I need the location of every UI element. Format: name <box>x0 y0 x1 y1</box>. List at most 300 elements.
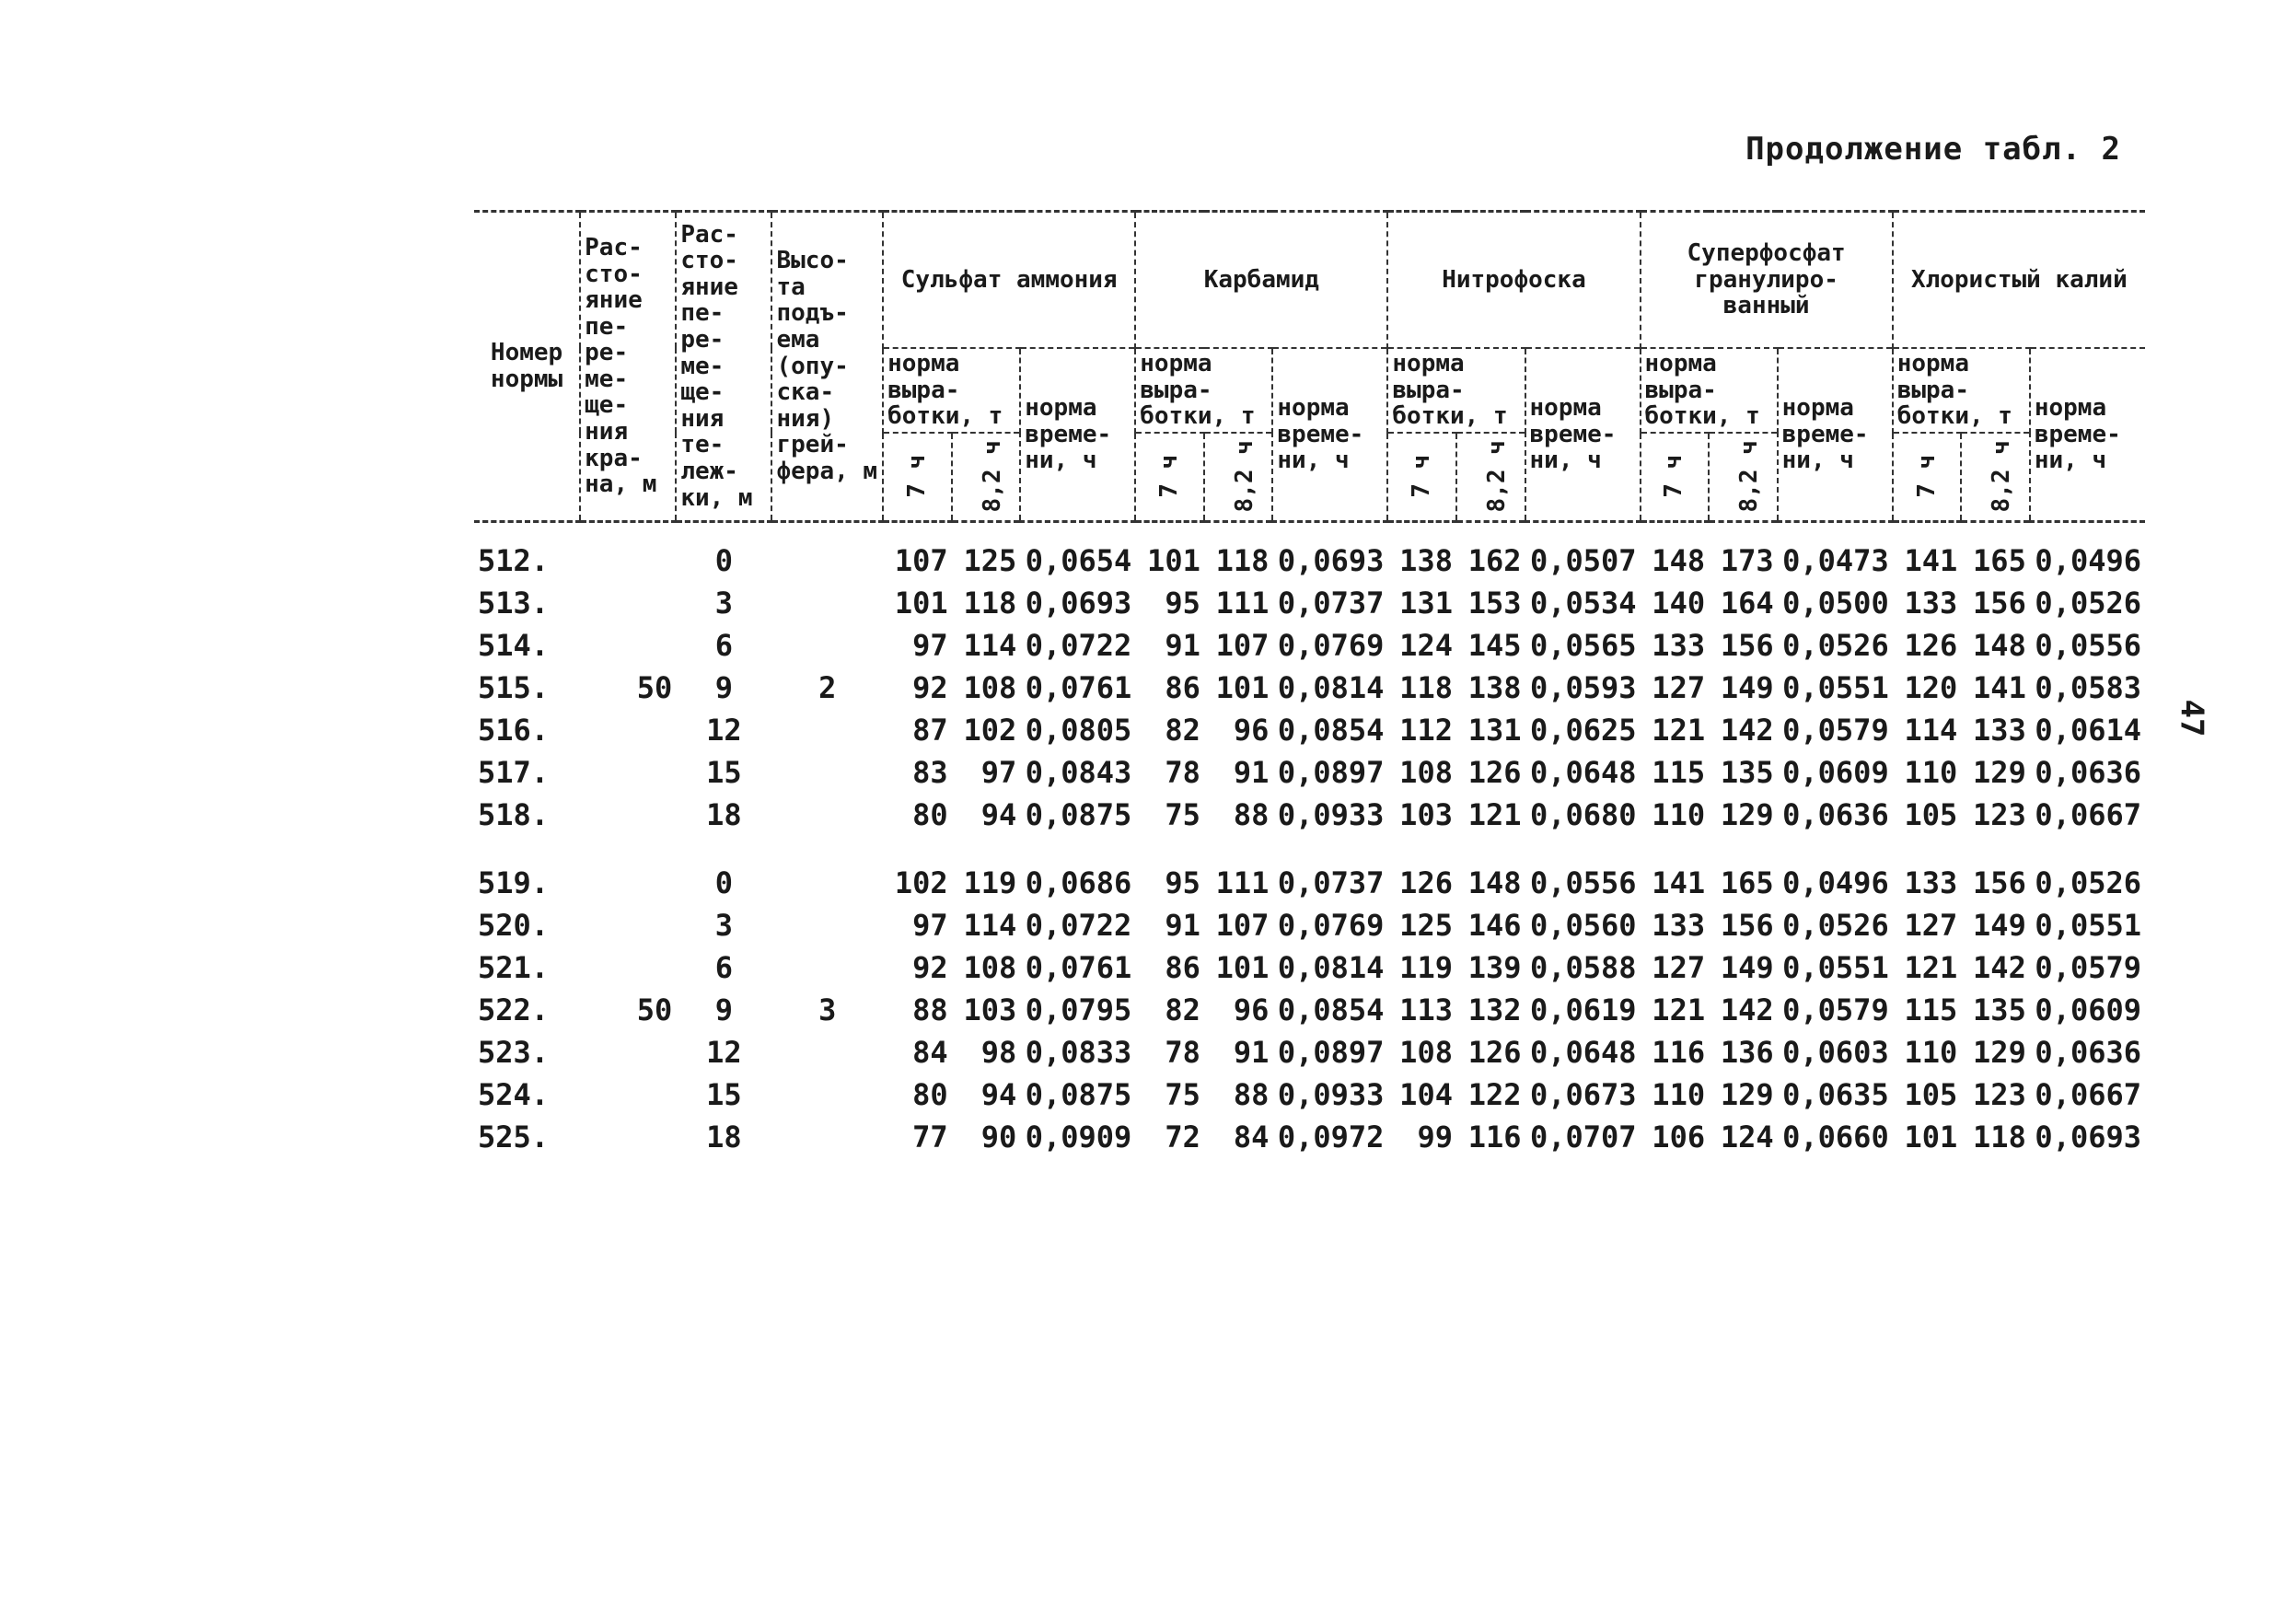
header-sub-82h: 8,2 ч <box>1456 433 1525 522</box>
lift-height-cell <box>771 904 883 946</box>
crane-distance-cell <box>580 794 676 836</box>
lift-height-cell <box>771 836 883 904</box>
time-norm-cell: 0,0526 <box>1782 627 1889 663</box>
header-norm-number: Номер нормы <box>474 212 580 522</box>
cart-distance-cell: 3 <box>714 907 734 943</box>
table-row <box>474 751 2145 794</box>
time-norm-cell: 0,0933 <box>1277 796 1385 832</box>
time-norm-cell: 0,0625 <box>1529 712 1637 748</box>
lift-height-cell <box>771 709 883 751</box>
table-row <box>474 904 2145 946</box>
output-norm-cell: 148 <box>1973 627 2026 663</box>
time-norm-cell: 0,0933 <box>1277 1076 1385 1112</box>
output-norm-cell: 141 <box>1904 542 1958 578</box>
output-norm-cell: 107 <box>1215 907 1270 943</box>
time-norm-cell: 0,0579 <box>1782 992 1889 1027</box>
output-norm-cell: 165 <box>1720 865 1774 900</box>
output-norm-cell: 123 <box>1973 796 2026 832</box>
time-norm-cell: 0,0805 <box>1025 712 1132 748</box>
crane-distance-cell <box>580 946 676 989</box>
output-norm-cell: 97 <box>912 627 948 663</box>
output-norm-cell: 140 <box>1652 585 1706 621</box>
header-height-lift: Высо- та подъ- ема (опу- ска- ния) грей- фера, м <box>771 212 883 522</box>
header-sub-82h: 8,2 ч <box>1204 433 1273 522</box>
time-norm-cell: 0,0660 <box>1782 1119 1889 1155</box>
table-row <box>474 946 2145 989</box>
lift-height-cell <box>771 1073 883 1116</box>
table-row <box>474 667 2145 709</box>
output-norm-cell: 91 <box>1233 1034 1270 1070</box>
output-norm-cell: 139 <box>1467 949 1522 985</box>
cart-distance-cell: 6 <box>714 627 734 663</box>
output-norm-cell: 91 <box>1233 754 1270 790</box>
time-norm-cell: 0,0693 <box>1025 585 1132 621</box>
time-norm-cell: 0,0500 <box>1782 585 1889 621</box>
output-norm-cell: 131 <box>1399 585 1453 621</box>
output-norm-cell: 127 <box>1652 669 1706 705</box>
output-norm-cell: 98 <box>980 1034 1017 1070</box>
output-norm-cell: 131 <box>1467 712 1522 748</box>
output-norm-cell: 72 <box>1165 1119 1200 1155</box>
output-norm-cell: 92 <box>912 949 948 985</box>
output-norm-cell: 119 <box>963 865 1017 900</box>
output-norm-cell: 133 <box>1652 627 1706 663</box>
output-norm-cell: 133 <box>1904 585 1958 621</box>
output-norm-cell: 141 <box>1973 669 2026 705</box>
output-norm-cell: 127 <box>1904 907 1958 943</box>
output-norm-cell: 138 <box>1399 542 1453 578</box>
header-sub-7h: 7 ч <box>883 433 952 522</box>
header-sub-82h: 8,2 ч <box>952 433 1021 522</box>
output-norm-cell: 122 <box>1467 1076 1522 1112</box>
output-norm-cell: 148 <box>1652 542 1706 578</box>
output-norm-cell: 88 <box>1233 796 1270 832</box>
output-norm-cell: 112 <box>1399 712 1453 748</box>
crane-distance-cell <box>580 904 676 946</box>
output-norm-cell: 86 <box>1165 949 1200 985</box>
time-norm-cell: 0,0693 <box>1277 542 1385 578</box>
cart-distance-cell: 9 <box>714 992 734 1027</box>
header-time-norm: норма време- ни, ч <box>1778 348 1893 521</box>
header-sub-82h: 8,2 ч <box>1961 433 2030 522</box>
output-norm-cell: 115 <box>1904 992 1958 1027</box>
output-norm-cell: 75 <box>1165 796 1200 832</box>
output-norm-cell: 149 <box>1720 949 1774 985</box>
time-norm-cell: 0,0609 <box>1782 754 1889 790</box>
output-norm-cell: 84 <box>1233 1119 1270 1155</box>
time-norm-cell: 0,0473 <box>1782 542 1889 578</box>
table-row <box>474 624 2145 667</box>
time-norm-cell: 0,0588 <box>1529 949 1637 985</box>
output-norm-cell: 127 <box>1652 949 1706 985</box>
output-norm-cell: 105 <box>1904 1076 1958 1112</box>
output-norm-cell: 129 <box>1973 754 2026 790</box>
time-norm-cell: 0,0654 <box>1025 542 1132 578</box>
time-norm-cell: 0,0769 <box>1277 627 1385 663</box>
lift-height-cell <box>771 582 883 624</box>
output-norm-cell: 101 <box>1215 949 1270 985</box>
lift-height-cell <box>771 751 883 794</box>
norm-number-cell: 518. <box>478 796 550 832</box>
output-norm-cell: 138 <box>1467 669 1522 705</box>
header-dist-crane: Рас- сто- яние пе- ре- ме- ще- ния кра- на, м <box>580 212 676 522</box>
norm-number-cell: 514. <box>478 627 550 663</box>
output-norm-cell: 173 <box>1720 542 1774 578</box>
output-norm-cell: 108 <box>963 949 1017 985</box>
time-norm-cell: 0,0565 <box>1529 627 1637 663</box>
output-norm-cell: 75 <box>1165 1076 1200 1112</box>
output-norm-cell: 149 <box>1720 669 1774 705</box>
cart-distance-cell: 15 <box>706 754 742 790</box>
output-norm-cell: 120 <box>1904 669 1958 705</box>
header-time-norm: норма време- ни, ч <box>1020 348 1135 521</box>
output-norm-cell: 133 <box>1973 712 2026 748</box>
table-row <box>474 582 2145 624</box>
output-norm-cell: 156 <box>1720 907 1774 943</box>
norm-number-cell: 517. <box>478 754 550 790</box>
lift-height-cell <box>771 1116 883 1158</box>
output-norm-cell: 101 <box>1904 1119 1958 1155</box>
table-row <box>474 989 2145 1031</box>
crane-distance-cell <box>580 1031 676 1073</box>
output-norm-cell: 110 <box>1904 1034 1958 1070</box>
output-norm-cell: 132 <box>1467 992 1522 1027</box>
output-norm-cell: 135 <box>1973 992 2026 1027</box>
output-norm-cell: 133 <box>1904 865 1958 900</box>
output-norm-cell: 148 <box>1467 865 1522 900</box>
output-norm-cell: 116 <box>1652 1034 1706 1070</box>
time-norm-cell: 0,0833 <box>1025 1034 1132 1070</box>
time-norm-cell: 0,0507 <box>1529 542 1637 578</box>
time-norm-cell: 0,0636 <box>2035 1034 2141 1070</box>
output-norm-cell: 164 <box>1720 585 1774 621</box>
lift-height-cell <box>771 521 883 582</box>
time-norm-cell: 0,0551 <box>1782 669 1889 705</box>
output-norm-cell: 142 <box>1720 712 1774 748</box>
output-norm-cell: 129 <box>1720 1076 1774 1112</box>
crane-distance-cell <box>580 521 676 582</box>
time-norm-cell: 0,0603 <box>1782 1034 1889 1070</box>
output-norm-cell: 94 <box>980 796 1017 832</box>
header-sub-7h: 7 ч <box>1135 433 1204 522</box>
time-norm-cell: 0,0496 <box>1782 865 1889 900</box>
output-norm-cell: 165 <box>1973 542 2026 578</box>
time-norm-cell: 0,0636 <box>2035 754 2141 790</box>
output-norm-cell: 87 <box>912 712 948 748</box>
time-norm-cell: 0,0722 <box>1025 907 1132 943</box>
time-norm-cell: 0,0648 <box>1529 1034 1637 1070</box>
output-norm-cell: 84 <box>912 1034 948 1070</box>
output-norm-cell: 101 <box>1147 542 1200 578</box>
time-norm-cell: 0,0614 <box>2035 712 2141 748</box>
output-norm-cell: 121 <box>1652 712 1706 748</box>
header-group: Сульфат аммония <box>883 212 1135 349</box>
cart-distance-cell: 12 <box>706 712 742 748</box>
cart-distance-cell: 0 <box>714 542 734 578</box>
output-norm-cell: 91 <box>1165 907 1200 943</box>
lift-height-cell <box>771 1031 883 1073</box>
output-norm-cell: 119 <box>1399 949 1453 985</box>
time-norm-cell: 0,0843 <box>1025 754 1132 790</box>
output-norm-cell: 126 <box>1467 1034 1522 1070</box>
time-norm-cell: 0,0648 <box>1529 754 1637 790</box>
header-time-norm: норма време- ни, ч <box>2030 348 2145 521</box>
output-norm-cell: 118 <box>963 585 1017 621</box>
time-norm-cell: 0,0854 <box>1277 712 1385 748</box>
output-norm-cell: 95 <box>1165 865 1200 900</box>
norm-number-cell: 520. <box>478 907 550 943</box>
header-sub-7h: 7 ч <box>1641 433 1710 522</box>
time-norm-cell: 0,0722 <box>1025 627 1132 663</box>
time-norm-cell: 0,0526 <box>1782 907 1889 943</box>
output-norm-cell: 82 <box>1165 712 1200 748</box>
header-dist-cart: Рас- сто- яние пе- ре- ме- ще- ния те- леж- ки, м <box>676 212 771 522</box>
output-norm-cell: 107 <box>894 542 948 578</box>
norm-number-cell: 523. <box>478 1034 550 1070</box>
output-norm-cell: 126 <box>1904 627 1958 663</box>
norms-table <box>474 210 2145 1158</box>
crane-distance-cell <box>580 582 676 624</box>
time-norm-cell: 0,0667 <box>2035 796 2141 832</box>
table-row <box>474 1116 2145 1158</box>
output-norm-cell: 106 <box>1652 1119 1706 1155</box>
header-group: Нитрофоска <box>1387 212 1640 349</box>
crane-distance-cell <box>580 751 676 794</box>
output-norm-cell: 121 <box>1904 949 1958 985</box>
header-sub-7h: 7 ч <box>1893 433 1962 522</box>
crane-distance-cell <box>580 624 676 667</box>
output-norm-cell: 110 <box>1652 796 1706 832</box>
header-output-norm: норма выра- ботки, т <box>1135 348 1272 433</box>
output-norm-cell: 118 <box>1399 669 1453 705</box>
time-norm-cell: 0,0526 <box>2035 585 2141 621</box>
lift-height-cell: 2 <box>818 669 837 705</box>
time-norm-cell: 0,0897 <box>1277 1034 1385 1070</box>
output-norm-cell: 103 <box>1399 796 1453 832</box>
output-norm-cell: 92 <box>912 669 948 705</box>
output-norm-cell: 97 <box>912 907 948 943</box>
output-norm-cell: 94 <box>980 1076 1017 1112</box>
output-norm-cell: 97 <box>980 754 1017 790</box>
norm-number-cell: 512. <box>478 542 550 578</box>
output-norm-cell: 101 <box>894 585 948 621</box>
output-norm-cell: 135 <box>1720 754 1774 790</box>
output-norm-cell: 114 <box>963 907 1017 943</box>
output-norm-cell: 142 <box>1720 992 1774 1027</box>
output-norm-cell: 108 <box>1399 1034 1453 1070</box>
time-norm-cell: 0,0551 <box>1782 949 1889 985</box>
output-norm-cell: 116 <box>1467 1119 1522 1155</box>
table-caption: Продолжение табл. 2 <box>1745 131 2121 168</box>
output-norm-cell: 141 <box>1652 865 1706 900</box>
lift-height-cell <box>771 624 883 667</box>
output-norm-cell: 86 <box>1165 669 1200 705</box>
output-norm-cell: 111 <box>1215 585 1270 621</box>
output-norm-cell: 96 <box>1233 712 1270 748</box>
crane-distance-cell <box>580 1116 676 1158</box>
output-norm-cell: 95 <box>1165 585 1200 621</box>
output-norm-cell: 118 <box>1215 542 1270 578</box>
time-norm-cell: 0,0579 <box>2035 949 2141 985</box>
time-norm-cell: 0,0814 <box>1277 669 1385 705</box>
output-norm-cell: 99 <box>1417 1119 1453 1155</box>
output-norm-cell: 121 <box>1467 796 1522 832</box>
output-norm-cell: 156 <box>1973 585 2026 621</box>
time-norm-cell: 0,0737 <box>1277 865 1385 900</box>
time-norm-cell: 0,0854 <box>1277 992 1385 1027</box>
time-norm-cell: 0,0583 <box>2035 669 2141 705</box>
output-norm-cell: 80 <box>912 1076 948 1112</box>
header-output-norm: норма выра- ботки, т <box>883 348 1020 433</box>
time-norm-cell: 0,0551 <box>2035 907 2141 943</box>
output-norm-cell: 124 <box>1399 627 1453 663</box>
output-norm-cell: 77 <box>912 1119 948 1155</box>
output-norm-cell: 121 <box>1652 992 1706 1027</box>
output-norm-cell: 125 <box>963 542 1017 578</box>
header-group: Карбамид <box>1135 212 1387 349</box>
crane-distance-cell <box>580 1073 676 1116</box>
cart-distance-cell: 18 <box>706 796 742 832</box>
norm-number-cell: 513. <box>478 585 550 621</box>
output-norm-cell: 146 <box>1467 907 1522 943</box>
output-norm-cell: 123 <box>1973 1076 2026 1112</box>
time-norm-cell: 0,0761 <box>1025 949 1132 985</box>
table-row <box>474 836 2145 904</box>
time-norm-cell: 0,0635 <box>1782 1076 1889 1112</box>
output-norm-cell: 156 <box>1973 865 2026 900</box>
output-norm-cell: 110 <box>1904 754 1958 790</box>
table-row <box>474 521 2145 582</box>
header-group: Суперфосфат гранулиро- ванный <box>1641 212 1893 349</box>
header-output-norm: норма выра- ботки, т <box>1641 348 1778 433</box>
norm-number-cell: 525. <box>478 1119 550 1155</box>
crane-distance-cell: 50 <box>636 669 673 705</box>
output-norm-cell: 104 <box>1399 1076 1453 1112</box>
time-norm-cell: 0,0875 <box>1025 796 1132 832</box>
output-norm-cell: 124 <box>1720 1119 1774 1155</box>
time-norm-cell: 0,0875 <box>1025 1076 1132 1112</box>
output-norm-cell: 82 <box>1165 992 1200 1027</box>
output-norm-cell: 105 <box>1904 796 1958 832</box>
output-norm-cell: 149 <box>1973 907 2026 943</box>
output-norm-cell: 96 <box>1233 992 1270 1027</box>
lift-height-cell: 3 <box>818 992 837 1027</box>
output-norm-cell: 136 <box>1720 1034 1774 1070</box>
output-norm-cell: 110 <box>1652 1076 1706 1112</box>
norm-number-cell: 521. <box>478 949 550 985</box>
header-sub-82h: 8,2 ч <box>1709 433 1778 522</box>
output-norm-cell: 88 <box>912 992 948 1027</box>
time-norm-cell: 0,0556 <box>2035 627 2141 663</box>
time-norm-cell: 0,0814 <box>1277 949 1385 985</box>
output-norm-cell: 102 <box>894 865 948 900</box>
time-norm-cell: 0,0909 <box>1025 1119 1132 1155</box>
output-norm-cell: 129 <box>1973 1034 2026 1070</box>
output-norm-cell: 118 <box>1973 1119 2026 1155</box>
time-norm-cell: 0,0496 <box>2035 542 2141 578</box>
output-norm-cell: 91 <box>1165 627 1200 663</box>
time-norm-cell: 0,0707 <box>1529 1119 1637 1155</box>
output-norm-cell: 114 <box>1904 712 1958 748</box>
time-norm-cell: 0,0556 <box>1529 865 1637 900</box>
time-norm-cell: 0,0693 <box>2035 1119 2141 1155</box>
header-time-norm: норма време- ни, ч <box>1272 348 1387 521</box>
output-norm-cell: 153 <box>1467 585 1522 621</box>
crane-distance-cell <box>580 709 676 751</box>
output-norm-cell: 129 <box>1720 796 1774 832</box>
norm-number-cell: 515. <box>478 669 550 705</box>
output-norm-cell: 103 <box>963 992 1017 1027</box>
output-norm-cell: 133 <box>1652 907 1706 943</box>
crane-distance-cell <box>580 836 676 904</box>
output-norm-cell: 101 <box>1215 669 1270 705</box>
table-row <box>474 1031 2145 1073</box>
time-norm-cell: 0,0737 <box>1277 585 1385 621</box>
page-number: 47 <box>2173 699 2210 737</box>
time-norm-cell: 0,0761 <box>1025 669 1132 705</box>
output-norm-cell: 125 <box>1399 907 1453 943</box>
output-norm-cell: 88 <box>1233 1076 1270 1112</box>
norm-number-cell: 524. <box>478 1076 550 1112</box>
time-norm-cell: 0,0769 <box>1277 907 1385 943</box>
header-output-norm: норма выра- ботки, т <box>1893 348 2030 433</box>
output-norm-cell: 107 <box>1215 627 1270 663</box>
time-norm-cell: 0,0972 <box>1277 1119 1385 1155</box>
time-norm-cell: 0,0619 <box>1529 992 1637 1027</box>
cart-distance-cell: 15 <box>706 1076 742 1112</box>
table-row <box>474 1073 2145 1116</box>
time-norm-cell: 0,0636 <box>1782 796 1889 832</box>
output-norm-cell: 145 <box>1467 627 1522 663</box>
output-norm-cell: 111 <box>1215 865 1270 900</box>
time-norm-cell: 0,0560 <box>1529 907 1637 943</box>
time-norm-cell: 0,0609 <box>2035 992 2141 1027</box>
time-norm-cell: 0,0795 <box>1025 992 1132 1027</box>
norm-number-cell: 522. <box>478 992 550 1027</box>
output-norm-cell: 113 <box>1399 992 1453 1027</box>
time-norm-cell: 0,0680 <box>1529 796 1637 832</box>
output-norm-cell: 156 <box>1720 627 1774 663</box>
crane-distance-cell: 50 <box>636 992 673 1027</box>
header-time-norm: норма време- ни, ч <box>1525 348 1641 521</box>
time-norm-cell: 0,0526 <box>2035 865 2141 900</box>
time-norm-cell: 0,0686 <box>1025 865 1132 900</box>
output-norm-cell: 102 <box>963 712 1017 748</box>
cart-distance-cell: 18 <box>706 1119 742 1155</box>
cart-distance-cell: 9 <box>714 669 734 705</box>
time-norm-cell: 0,0673 <box>1529 1076 1637 1112</box>
header-output-norm: норма выра- ботки, т <box>1387 348 1525 433</box>
output-norm-cell: 126 <box>1399 865 1453 900</box>
output-norm-cell: 80 <box>912 796 948 832</box>
header-sub-7h: 7 ч <box>1387 433 1456 522</box>
output-norm-cell: 78 <box>1165 754 1200 790</box>
time-norm-cell: 0,0593 <box>1529 669 1637 705</box>
output-norm-cell: 115 <box>1652 754 1706 790</box>
table-row <box>474 794 2145 836</box>
header-group: Хлористый калий <box>1893 212 2145 349</box>
norm-number-cell: 519. <box>478 865 550 900</box>
output-norm-cell: 90 <box>980 1119 1017 1155</box>
time-norm-cell: 0,0534 <box>1529 585 1637 621</box>
output-norm-cell: 108 <box>963 669 1017 705</box>
lift-height-cell <box>771 794 883 836</box>
output-norm-cell: 126 <box>1467 754 1522 790</box>
time-norm-cell: 0,0897 <box>1277 754 1385 790</box>
table-body <box>474 521 2145 1158</box>
norm-number-cell: 516. <box>478 712 550 748</box>
output-norm-cell: 114 <box>963 627 1017 663</box>
